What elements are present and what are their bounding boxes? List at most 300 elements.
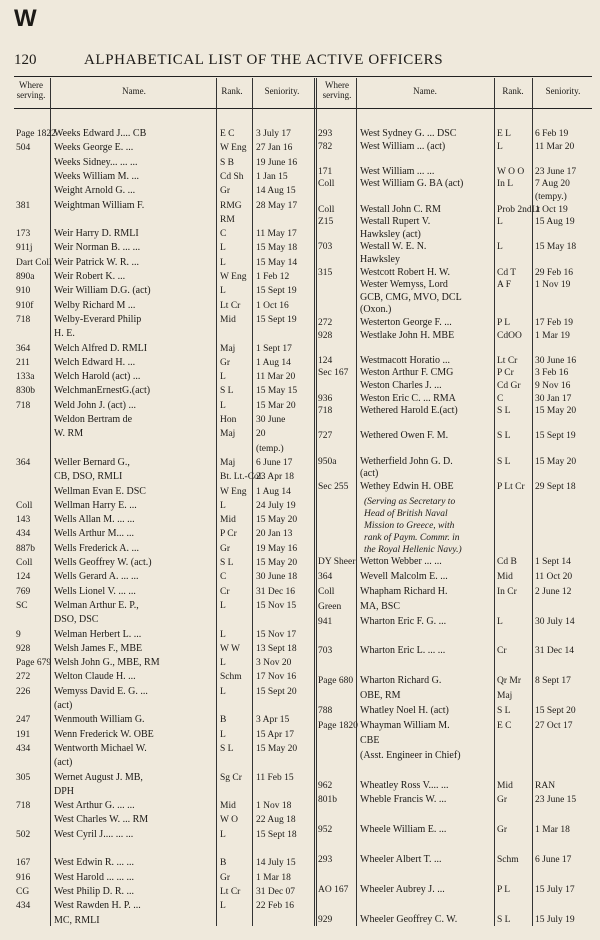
officer-name: Whayman William M. — [360, 719, 450, 731]
seniority: 15 Nov 15 — [256, 600, 297, 611]
seniority: 17 Feb 19 — [535, 318, 573, 328]
note-line: the Royal Hellenic Navy.) — [364, 545, 462, 555]
rank: W Eng — [220, 143, 247, 154]
officer-name: Wheele William E. ... — [360, 824, 447, 836]
rank: Cd T — [497, 267, 517, 278]
rank: S L — [497, 406, 511, 417]
rank: C — [220, 229, 227, 240]
where-serving: Page 679 — [16, 658, 52, 669]
officer-name: West Rawden H. P. ... — [54, 900, 141, 912]
seniority: 6 June 17 — [535, 855, 572, 865]
officer-name: Wells Gerard A. ... ... — [54, 571, 139, 583]
officer-name: Wheeler Aubrey J. ... — [360, 883, 445, 895]
where-serving: 364 — [16, 343, 31, 354]
officer-name: DPH — [54, 785, 75, 797]
header-where-serving-right: Where serving. — [322, 80, 352, 100]
seniority: RAN — [535, 780, 556, 791]
rank: L — [220, 600, 226, 611]
officer-name: Westall W. E. N. — [360, 241, 427, 253]
rank: Prob 2ndLt — [497, 204, 541, 215]
rank: L — [220, 257, 226, 268]
seniority: 8 Sept 17 — [535, 676, 571, 687]
officer-name: (act) — [360, 468, 379, 480]
rank: Cr — [497, 646, 507, 657]
where-serving: 936 — [318, 393, 333, 404]
seniority: 15 Sept 18 — [256, 829, 297, 840]
page-number: 120 — [14, 52, 37, 68]
seniority: 6 June 17 — [256, 457, 293, 468]
seniority: 1 Sept 17 — [256, 343, 292, 354]
officer-name: (Asst. Engineer in Chief) — [360, 749, 461, 761]
rank: W O — [220, 815, 239, 826]
where-serving: 916 — [16, 872, 31, 883]
officer-name: Welch Alfred D. RMLI — [54, 342, 148, 354]
rank: L — [220, 500, 226, 511]
where-serving: 962 — [318, 780, 333, 791]
officer-name: West Arthur G. ... ... — [54, 800, 135, 812]
seniority: 9 Nov 16 — [535, 381, 571, 391]
where-serving: 782 — [318, 141, 333, 152]
seniority: 1 Mar 19 — [535, 330, 570, 341]
seniority: 23 June 17 — [535, 166, 577, 177]
where-serving: 887b — [16, 543, 35, 554]
where-serving: 173 — [16, 229, 31, 240]
where-serving: 910 — [16, 286, 31, 297]
where-serving: Coll — [16, 558, 33, 568]
rank: L — [220, 286, 226, 297]
officer-name: West Philip D. R. ... — [54, 885, 135, 897]
seniority: 19 June 16 — [256, 157, 298, 168]
where-serving: 703 — [318, 242, 333, 253]
seniority: 3 Nov 20 — [256, 658, 292, 669]
page-title: ALPHABETICAL LIST OF THE ACTIVE OFFICERS — [84, 52, 444, 68]
officer-name: Weller Bernard G., — [54, 456, 130, 468]
rank: P Cr — [220, 529, 237, 540]
officer-name: DSO, DSC — [54, 614, 99, 626]
rank: E L — [497, 129, 511, 139]
officer-name: Wevell Malcolm E. ... — [360, 570, 448, 582]
rank: Sg Cr — [220, 772, 242, 783]
officer-name: Wellman Evan E. DSC — [54, 485, 146, 497]
seniority: 17 Nov 16 — [256, 672, 297, 683]
rank: Maj — [220, 429, 236, 440]
seniority: 11 May 17 — [256, 229, 297, 240]
officer-name: Weeks William M. ... — [54, 170, 139, 182]
seniority: 23 Apr 18 — [256, 472, 294, 483]
officer-name: Welsh John G., MBE, RM — [54, 657, 160, 669]
header-seniority-left: Seniority. — [264, 86, 300, 96]
officer-name: Hawksley (act) — [360, 228, 421, 240]
officer-name: Wells Lionel V. ... ... — [54, 585, 136, 597]
where-serving: Coll — [16, 500, 33, 511]
officer-name: Weeks George E. ... — [54, 142, 134, 154]
where-serving: 364 — [318, 571, 333, 582]
rank: Gr — [220, 872, 231, 883]
header-name-left: Name. — [122, 86, 146, 96]
where-serving: 929 — [318, 914, 333, 925]
where-serving: 502 — [16, 829, 31, 840]
where-serving: Sec 255 — [318, 481, 349, 492]
rank: L — [497, 217, 503, 228]
col-rule — [216, 78, 217, 926]
seniority: 28 May 17 — [256, 200, 298, 211]
officer-name: Welsh James F., MBE — [54, 642, 143, 654]
officer-name: MA, BSC — [360, 600, 401, 612]
rank: P L — [497, 318, 511, 328]
seniority: 1 Nov 19 — [535, 280, 571, 291]
seniority: 31 Dec 16 — [256, 586, 296, 597]
seniority: 23 June 15 — [535, 795, 577, 806]
seniority: 1 Aug 14 — [256, 357, 291, 368]
seniority: 24 July 19 — [256, 500, 296, 511]
rank: P L — [497, 884, 511, 895]
rank: Gr — [220, 186, 231, 197]
seniority: 1 Sept 14 — [535, 557, 571, 567]
officer-name: Wethey Edwin H. OBE — [360, 480, 454, 492]
seniority: 15 July 17 — [535, 884, 575, 895]
seniority: 1 Feb 12 — [256, 272, 290, 282]
seniority: 11 Feb 15 — [256, 772, 294, 783]
rank: L — [220, 372, 226, 383]
seniority: 29 Feb 16 — [535, 267, 573, 278]
seniority: 30 Jan 17 — [535, 393, 572, 404]
rank: P Lt Cr — [497, 481, 525, 492]
where-serving: Sec 167 — [318, 368, 349, 379]
seniority: 22 Aug 18 — [256, 815, 296, 826]
where-serving: 911j — [16, 243, 33, 254]
where-serving: 801b — [318, 795, 337, 806]
where-serving: 171 — [318, 166, 333, 177]
officer-name: Wethered Harold E.(act) — [360, 405, 458, 417]
note-line: rank of Paym. Commr. in — [364, 533, 460, 543]
rank: P Cr — [497, 368, 514, 379]
officer-name: Weston Charles J. ... — [360, 380, 442, 391]
officer-name: Weston Arthur F. CMG — [360, 367, 454, 379]
seniority: 29 Sept 18 — [535, 481, 576, 492]
seniority: 20 — [256, 429, 266, 440]
where-serving: 226 — [16, 686, 31, 697]
officer-name: Weeks Sidney... ... ... — [54, 156, 138, 168]
seniority: 22 Feb 16 — [256, 901, 294, 912]
where-serving: Page 1820 — [318, 720, 358, 731]
where-serving: 124 — [318, 355, 333, 366]
seniority: 1 Mar 18 — [535, 825, 570, 836]
rank: S L — [497, 456, 511, 467]
rank: L — [497, 141, 503, 152]
rank: Mid — [497, 780, 513, 791]
seniority: 30 June 16 — [535, 355, 577, 366]
header-name-right: Name. — [413, 86, 437, 96]
rank: W Eng — [220, 272, 247, 282]
where-serving: 315 — [318, 267, 333, 278]
where-serving: 364 — [16, 457, 31, 468]
seniority: 11 Mar 20 — [256, 372, 296, 383]
seniority: 15 May 20 — [535, 406, 577, 417]
rank: L — [220, 658, 226, 669]
rank: Cd Gr — [497, 381, 521, 391]
officer-name: Westall Rupert V. — [360, 216, 431, 228]
header-rank-right: Rank. — [502, 86, 524, 96]
seniority: 15 Aug 19 — [535, 217, 575, 228]
col-rule — [50, 78, 51, 926]
where-serving: Coll — [318, 204, 335, 215]
officer-name: West William ... ... — [360, 165, 435, 177]
where-serving: Page 680 — [318, 676, 354, 687]
rank: S L — [497, 706, 511, 716]
where-serving: 293 — [318, 855, 333, 865]
officer-name: Welby Richard M ... — [54, 299, 136, 311]
note-line: (Serving as Secretary to — [364, 497, 456, 507]
where-serving: 272 — [16, 672, 31, 683]
where-serving: Green — [318, 601, 342, 612]
rank: S B — [220, 157, 234, 168]
seniority: 14 July 15 — [256, 858, 296, 869]
officer-name: Weeks Edward J.... CB — [54, 128, 147, 139]
where-serving: Page 1822 — [16, 129, 56, 139]
where-serving: 143 — [16, 515, 31, 526]
header-bottom-rule — [14, 108, 592, 109]
seniority: 31 Dec 07 — [256, 886, 296, 897]
seniority: 13 Sept 18 — [256, 643, 297, 654]
seniority: (tempy.) — [535, 192, 567, 202]
rank: Gr — [497, 795, 508, 806]
where-serving: Z15 — [318, 217, 334, 228]
officer-name: Whapham Richard H. — [360, 585, 448, 597]
seniority: 15 May 15 — [256, 386, 298, 397]
officer-name: West Charles W. ... RM — [54, 814, 149, 826]
officer-name: West Sydney G. ... DSC — [360, 128, 457, 139]
rank: L — [220, 686, 226, 697]
officer-name: Welch Edward H. ... — [54, 356, 136, 368]
where-serving: 718 — [318, 406, 333, 417]
where-serving: Coll — [318, 179, 335, 190]
officer-name: Welton Claude H. ... — [54, 671, 136, 683]
where-serving: 703 — [318, 646, 333, 657]
rank: S L — [220, 558, 234, 568]
rank: L — [497, 242, 503, 253]
seniority: 15 May 18 — [256, 243, 298, 254]
where-serving: Dart Coll — [16, 257, 52, 268]
officer-name: Wharton Richard G. — [360, 675, 442, 687]
seniority: 2 June 12 — [535, 586, 572, 597]
officer-name: Wharton Eric F. G. ... — [360, 615, 447, 627]
officer-name: West Edwin R. ... ... — [54, 857, 135, 869]
officer-name: Weir Norman B. ... ... — [54, 242, 141, 254]
rank: Mid — [497, 571, 513, 582]
officer-name: Wernet August J. MB, — [54, 771, 143, 783]
officer-name: Wetton Webber ... ... — [360, 556, 442, 567]
seniority: 1 Mar 18 — [256, 872, 291, 883]
seniority: 30 July 14 — [535, 616, 575, 627]
officer-name: Weston Eric C. ... RMA — [360, 392, 456, 404]
rank: W O O — [497, 166, 525, 177]
col-rule — [356, 78, 357, 926]
officer-name: Wellman Harry E. ... — [54, 499, 137, 511]
seniority: 20 Jan 13 — [256, 529, 293, 540]
rank: Cr — [220, 586, 230, 597]
rank: Maj — [497, 691, 513, 702]
where-serving: 381 — [16, 200, 31, 211]
seniority: 11 Oct 20 — [535, 571, 573, 582]
seniority: 15 May 18 — [535, 242, 577, 253]
rank: Mid — [220, 515, 236, 526]
where-serving: 247 — [16, 715, 31, 726]
seniority: 30 June 18 — [256, 572, 298, 583]
where-serving: 941 — [318, 616, 333, 627]
rank: Gr — [220, 357, 231, 368]
where-serving: 272 — [318, 318, 333, 328]
officer-name: Wharton Eric L. ... ... — [360, 645, 446, 657]
rank: Lt Cr — [497, 355, 518, 366]
seniority: 15 May 20 — [256, 743, 298, 754]
where-serving: 124 — [16, 572, 31, 583]
officer-name: (Oxon.) — [360, 304, 392, 316]
col-rule-center — [314, 78, 317, 926]
rank: In Cr — [497, 586, 517, 597]
where-serving: 305 — [16, 772, 31, 783]
seniority: 27 Jan 16 — [256, 143, 293, 154]
header-top-rule — [14, 76, 592, 77]
header-where-serving-left: Where serving. — [16, 80, 46, 100]
seniority: 15 Sept 19 — [256, 314, 297, 325]
seniority: 11 Mar 20 — [535, 141, 575, 152]
officer-name: GCB, CMG, MVO, DCL — [360, 291, 462, 303]
officer-name: West Harold ... ... ... — [54, 871, 135, 883]
where-serving: AO 167 — [318, 884, 349, 895]
rank: Cd Sh — [220, 171, 244, 182]
officer-name: Wemyss David E. G. ... — [54, 685, 148, 697]
where-serving: 211 — [16, 357, 30, 368]
seniority: 15 May 20 — [535, 456, 577, 467]
officer-name: Weir Robert K. ... — [54, 271, 126, 282]
seniority: 30 June — [256, 415, 286, 425]
seniority: 7 Aug 20 — [535, 179, 570, 190]
rank: A F — [497, 280, 511, 291]
rank: Maj — [220, 457, 236, 468]
rank: E C — [220, 129, 235, 139]
rank: In L — [497, 179, 514, 190]
rank: Gr — [497, 825, 508, 836]
note-line: Mission to Greece, with — [364, 521, 455, 531]
where-serving: CG — [16, 886, 30, 897]
rank: Bt. Lt.-Col. — [220, 472, 264, 483]
where-serving: 890a — [16, 272, 35, 282]
officer-name: W. RM — [54, 428, 84, 440]
rank: Cd B — [497, 557, 517, 567]
officer-name: H. E. — [54, 328, 75, 340]
seniority: (temp.) — [256, 443, 284, 454]
where-serving: 830b — [16, 386, 35, 397]
seniority: 15 Sept 19 — [535, 431, 576, 442]
rank: Lt Cr — [220, 300, 241, 311]
header-seniority-right: Seniority. — [545, 86, 581, 96]
rank: Gr — [220, 543, 231, 554]
officer-name: Weldon Bertram de — [54, 414, 133, 425]
col-rule — [494, 78, 495, 926]
seniority: 15 Nov 17 — [256, 629, 297, 640]
where-serving: 9 — [16, 629, 21, 640]
officer-name: CB, DSO, RMLI — [54, 471, 123, 483]
rank: Lt Cr — [220, 886, 241, 897]
seniority: 6 Feb 19 — [535, 129, 569, 139]
rank: S L — [220, 386, 234, 397]
officer-name: CBE — [360, 734, 380, 746]
seniority: 15 May 20 — [256, 558, 298, 568]
where-serving: DY Sheer — [318, 557, 356, 567]
officer-name: Westmacott Horatio ... — [360, 354, 451, 366]
where-serving: Coll — [318, 586, 335, 597]
where-serving: 133a — [16, 372, 35, 383]
where-serving: 928 — [16, 643, 31, 654]
officer-name: Welman Herbert L. ... — [54, 628, 142, 640]
officer-name: Wheeler Geoffrey C. W. — [360, 913, 458, 925]
seniority: 3 Apr 15 — [256, 715, 290, 726]
where-serving: 718 — [16, 400, 31, 411]
seniority: 1 Nov 18 — [256, 801, 292, 812]
officer-name: Wells Frederick A. ... — [54, 542, 140, 554]
where-serving: 788 — [318, 706, 333, 716]
officer-name: West William ... (act) — [360, 140, 446, 152]
rank: W Eng — [220, 486, 247, 497]
rank: L — [220, 400, 226, 411]
where-serving: 952 — [318, 825, 333, 836]
rank: CdOO — [497, 330, 522, 341]
officer-name: Weight Arnold G. ... — [54, 185, 136, 197]
officer-name: Wheeler Albert T. ... — [360, 854, 442, 865]
seniority: 15 Sept 20 — [256, 686, 297, 697]
rank: L — [497, 616, 503, 627]
rank: Mid — [220, 314, 236, 325]
officer-name: Weir Harry D. RMLI — [54, 228, 139, 240]
rank: Mid — [220, 801, 236, 812]
officer-name: (act) — [54, 757, 73, 769]
rank: Hon — [220, 415, 237, 425]
rank: S L — [497, 914, 511, 925]
where-serving: 293 — [318, 129, 333, 139]
seniority: 3 Feb 16 — [535, 368, 569, 379]
where-serving: 718 — [16, 314, 31, 325]
where-serving: 727 — [318, 431, 333, 442]
officer-name: Wetherfield John G. D. — [360, 455, 453, 467]
where-serving: 167 — [16, 858, 31, 869]
officer-name: Welby-Everard Philip — [54, 313, 142, 325]
rank: L — [220, 243, 226, 254]
officer-name: Wells Arthur M... ... — [54, 528, 135, 540]
rank: B — [220, 858, 227, 869]
officer-name: Whatley Noel H. (act) — [360, 705, 449, 716]
officer-name: Westcott Robert H. W. — [360, 266, 451, 278]
rank: E C — [497, 720, 512, 731]
officer-name: West Cyril J.... ... ... — [54, 828, 134, 840]
officer-name: Weir William D.G. (act) — [54, 285, 151, 297]
officer-name: Welman Arthur E. P., — [54, 599, 139, 611]
officer-name: West William G. BA (act) — [360, 178, 464, 190]
where-serving: 928 — [318, 330, 333, 341]
rank: S L — [497, 431, 511, 442]
officer-name: Wells Geoffrey W. (act.) — [54, 557, 152, 568]
rank: C — [497, 393, 504, 404]
officer-name: Wenmouth William G. — [54, 714, 145, 726]
officer-name: (act) — [54, 700, 73, 711]
where-serving: 718 — [16, 801, 31, 812]
rank: L — [220, 901, 226, 912]
rank: L — [220, 629, 226, 640]
where-serving: 950a — [318, 456, 337, 467]
officer-name: Weightman William F. — [54, 199, 145, 211]
seniority: 1 Jan 15 — [256, 171, 288, 182]
seniority: 1 Oct 16 — [256, 300, 289, 311]
officer-name: OBE, RM — [360, 690, 401, 702]
